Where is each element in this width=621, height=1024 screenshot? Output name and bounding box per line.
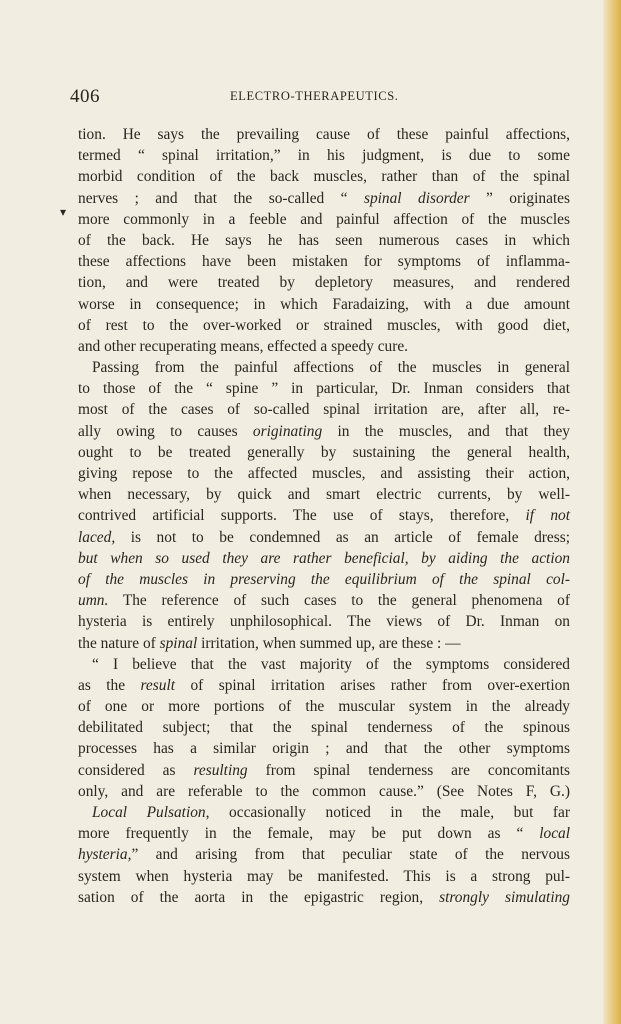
text-run: irritation, when summed up, are these : —	[197, 634, 461, 652]
text-run: worse in consequence; in which Faradaizing, with a due amount	[78, 295, 570, 313]
text-run: is not to be condemned as an article of female dress;	[115, 528, 570, 546]
text-line	[78, 484, 570, 505]
text-run: debilitated subject; that the spinal tenderness of the spinous	[78, 719, 570, 737]
text-run: ought to be treated generally by sustaining the general health,	[78, 443, 570, 461]
text-line	[78, 463, 570, 484]
text-line	[78, 505, 570, 526]
text-run: more frequently in the female, may be put down as “	[78, 825, 540, 843]
italic-text: local	[539, 825, 570, 843]
text-line	[78, 399, 570, 420]
italic-text: Local Pulsation,	[92, 804, 210, 821]
text-run: of the back. He says he has seen numerous cases in which	[78, 231, 570, 249]
text-line	[78, 166, 570, 187]
text-run: of one or more portions of the muscular system in the already	[78, 698, 570, 716]
text-line	[78, 633, 570, 654]
text-run: tion, and were treated by depletory measures, and rendered	[78, 274, 570, 292]
text-run: most of the cases of so-called spinal irritation are, after all, re-	[78, 401, 570, 419]
text-line	[78, 760, 570, 781]
text-run: and other recuperating means, effected a speedy cure.	[78, 337, 409, 355]
text-run: “ I believe that the vast majority of the symptoms considered	[92, 655, 570, 673]
text-run: giving repose to the affected muscles, and assisting their action,	[78, 465, 570, 482]
text-run: considered as	[78, 761, 194, 779]
page-number: 406	[70, 86, 100, 107]
text-run: from spinal tenderness are concomitants	[247, 761, 570, 779]
text-run: ” and arising from that peculiar state of the nervous	[131, 846, 570, 864]
text-line	[78, 654, 570, 675]
italic-text: resulting	[193, 761, 248, 779]
text-run: these affections have been mistaken for symptoms of inflamma-	[78, 253, 570, 271]
text-line	[78, 696, 570, 717]
text-line	[78, 421, 570, 442]
text-line	[78, 527, 570, 548]
text-line	[78, 209, 570, 230]
text-run: ” originates	[469, 189, 570, 207]
text-run: morbid condition of the back muscles, rather than of the spinal	[78, 168, 570, 186]
italic-text: originating	[252, 422, 323, 440]
body-text	[78, 124, 570, 908]
italic-text: hysteria,	[78, 846, 132, 864]
text-line	[78, 357, 570, 378]
text-run: more commonly in a feeble and painful affection of the muscles	[78, 210, 570, 228]
text-line	[78, 738, 570, 759]
text-line	[78, 188, 570, 209]
italic-text: spinal disorder	[363, 189, 470, 207]
text-line	[78, 230, 570, 251]
text-line	[78, 781, 570, 802]
text-run: sation of the aorta in the epigastric region,	[78, 888, 440, 906]
text-run: hysteria is entirely unphilosophical. The views of Dr. Inman on	[78, 613, 570, 631]
text-line	[78, 611, 570, 632]
text-line	[78, 294, 570, 315]
margin-mark: ▾	[60, 205, 67, 219]
text-line	[78, 251, 570, 272]
italic-text: but when so used they are rather beneficial, by aiding the action	[78, 549, 570, 567]
text-line	[78, 590, 570, 611]
text-line	[78, 145, 570, 166]
italic-text: spinal	[159, 634, 198, 652]
text-run: Passing from the painful affections of the muscles in general	[92, 359, 570, 377]
italic-text: of the muscles in preserving the equilibrium of the spinal col-	[78, 570, 570, 588]
italic-text: umn.	[78, 592, 109, 610]
text-run: of rest to the over-worked or strained muscles, with good diet,	[78, 316, 570, 334]
text-run: processes has a similar origin ; and that the other symptoms	[78, 740, 570, 758]
italic-text: laced,	[78, 528, 116, 546]
text-line	[78, 124, 570, 145]
italic-text: strongly simulating	[439, 888, 570, 906]
text-run: system when hysteria may be manifested. This is a strong pul-	[78, 867, 570, 885]
text-run: in the muscles, and that they	[322, 422, 570, 440]
running-head: ELECTRO-THERAPEUTICS.	[230, 89, 399, 103]
text-line	[78, 378, 570, 399]
page-edge	[603, 0, 621, 1024]
text-run: tion. He says the prevailing cause of these painful affections,	[78, 126, 570, 143]
text-run: The reference of such cases to the general phenomena of	[108, 592, 570, 610]
text-line	[78, 866, 570, 887]
text-line	[78, 675, 570, 696]
text-run: ally owing to causes	[78, 422, 253, 440]
text-line	[78, 887, 570, 908]
text-run: as the	[78, 676, 141, 694]
italic-text: result	[140, 676, 176, 694]
text-run: only, and are referable to the common cause.” (See Notes F, G.)	[78, 782, 570, 800]
text-line	[78, 569, 570, 590]
text-run: contrived artificial supports. The use of stays, therefore,	[78, 507, 526, 525]
text-line	[78, 315, 570, 336]
text-run: termed “ spinal irritation,” in his judgment, is due to some	[78, 147, 570, 165]
text-line	[78, 336, 570, 357]
text-line	[78, 823, 570, 844]
text-line	[78, 272, 570, 293]
text-run: nerves ; and that the so-called “	[78, 189, 364, 207]
italic-text: if not	[525, 507, 570, 525]
text-line	[78, 442, 570, 463]
text-run: when necessary, by quick and smart electric currents, by well-	[78, 486, 570, 504]
text-line	[78, 548, 570, 569]
text-run: the nature of	[78, 634, 160, 652]
text-run: of spinal irritation arises rather from over-exertion	[175, 676, 570, 694]
text-line	[78, 717, 570, 738]
text-run: to those of the “ spine ” in particular, Dr. Inman considers that	[78, 380, 570, 398]
page-header	[70, 86, 570, 108]
text-line	[78, 802, 570, 823]
text-line	[78, 844, 570, 865]
text-run: occasionally noticed in the male, but far	[209, 804, 570, 821]
